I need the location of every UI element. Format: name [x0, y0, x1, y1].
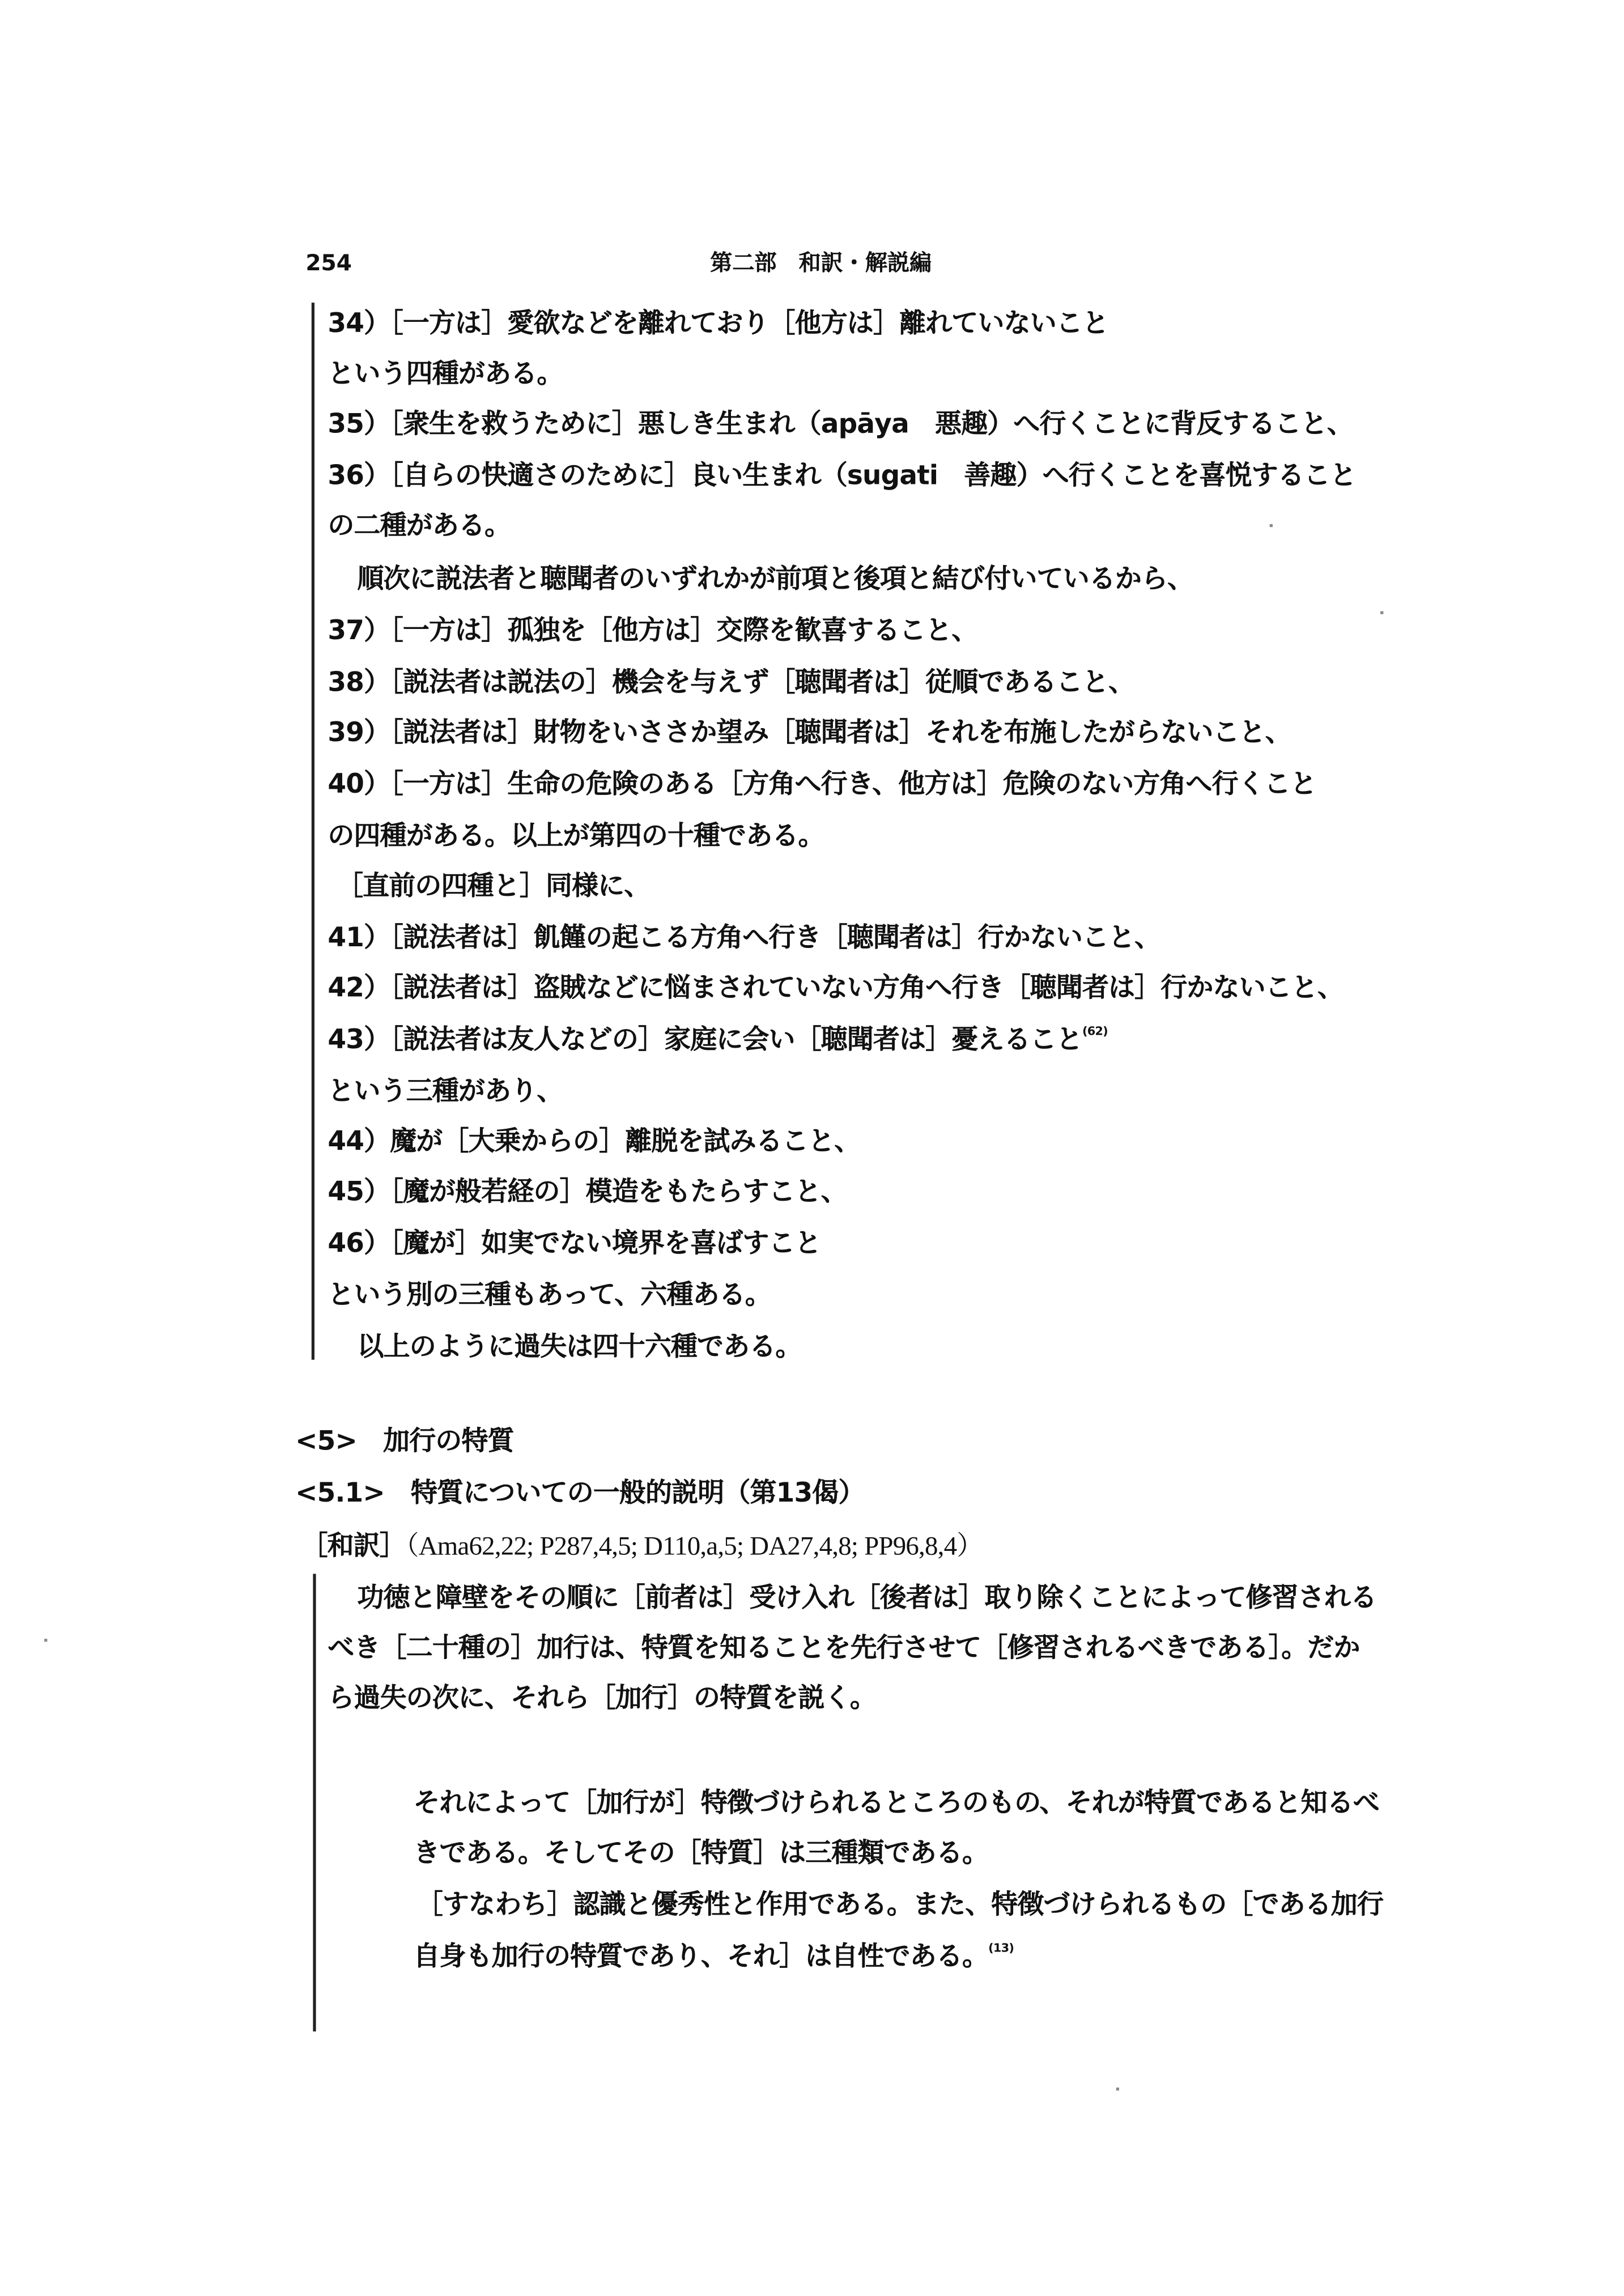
scan-speck [44, 1639, 47, 1642]
scan-speck [1116, 2087, 1119, 2090]
scan-speck [1270, 524, 1273, 527]
text-line: 功徳と障壁をその順に［前者は］受け入れ［後者は］取り除くことによって修習される [357, 1583, 1377, 1614]
section-heading: <5> 加行の特質 [295, 1426, 514, 1457]
text-line: という三種があり、 [328, 1076, 563, 1108]
text-line: の二種がある。 [328, 511, 511, 542]
text-line: 38）［説法者は説法の］機会を与えず［聴聞者は］従順であること、 [328, 667, 1135, 699]
running-header: 第二部 和訳・解説編 [710, 249, 932, 277]
subsection-heading: <5.1> 特質についての一般的説明（第13偈） [295, 1478, 865, 1509]
translation-label: ［和訳］ [301, 1530, 406, 1562]
text-line-body: 43）［説法者は友人などの］家庭に会い［聴聞者は］憂えること [328, 1024, 1082, 1056]
source-references: （Ama62,22; P287,4,5; D110,a,5; DA27,4,8; PP96,8,4） [406, 1530, 983, 1561]
verse-line: きである。そしてその［特質］は三種類である。 [413, 1838, 989, 1869]
text-line: 順次に説法者と聴聞者のいずれかが前項と後項と結び付いているから、 [357, 564, 1194, 596]
scan-speck [1380, 611, 1383, 614]
text-line: ［直前の四種と］同様に、 [337, 871, 651, 902]
text-line: という四種がある。 [328, 359, 563, 390]
footnote-marker[interactable]: (62) [1082, 1024, 1108, 1038]
margin-rule [312, 303, 314, 1360]
verse-line: それによって［加行が］特徴づけられるところのもの、それが特質であると知るべ [413, 1788, 1380, 1819]
text-line: 39）［説法者は］財物をいささか望み［聴聞者は］それを布施したがらないこと、 [328, 717, 1291, 749]
text-line: という別の三種もあって、六種ある。 [328, 1279, 772, 1311]
text-line: 40）［一方は］生命の危険のある［方角へ行き、他方は］危険のない方角へ行くこと [328, 769, 1317, 801]
page-number: 254 [305, 249, 352, 277]
text-line: 37）［一方は］孤独を［他方は］交際を歓喜すること、 [328, 615, 978, 647]
text-line: 46）［魔が］如実でない境界を喜ばすこと [328, 1228, 821, 1260]
verse-line [414, 1941, 1014, 1974]
text-line: 42）［説法者は］盗賊などに悩まされていない方角へ行き［聴聞者は］行かないこと、 [328, 973, 1344, 1004]
text-line: ら過失の次に、それら［加行］の特質を説く。 [328, 1683, 876, 1714]
text-line: 以上のように過失は四十六種である。 [357, 1332, 802, 1363]
text-line: 36）［自らの快適さのために］良い生まれ（sugati 善趣）へ行くことを喜悦すること [328, 460, 1357, 492]
text-line: べき［二十種の］加行は、特質を知ることを先行させて［修習されるべきである］。だか [328, 1632, 1360, 1664]
translation-reference [301, 1529, 983, 1563]
text-line: 34）［一方は］愛欲などを離れており［他方は］離れていないこと [328, 308, 1109, 340]
text-line: の四種がある。以上が第四の十種である。 [328, 820, 824, 852]
verse-line-body: 自身も加行の特質であり、それ］は自性である。 [413, 1941, 989, 1972]
margin-rule [313, 1574, 316, 2031]
text-line [328, 1024, 1107, 1057]
text-line: 45）［魔が般若経の］模造をもたらすこと、 [328, 1176, 847, 1208]
text-line: 35）［衆生を救うために］悪しき生まれ（apāya 悪趣）へ行くことに背反すること、 [328, 409, 1353, 440]
text-line: 44）魔が［大乗からの］離脱を試みること、 [328, 1126, 861, 1158]
verse-line: ［すなわち］認識と優秀性と作用である。また、特徴づけられるもの［である加行 [416, 1890, 1384, 1921]
footnote-marker[interactable]: (13) [988, 1941, 1014, 1955]
text-line: 41）［説法者は］飢饉の起こる方角へ行き［聴聞者は］行かないこと、 [328, 922, 1161, 954]
